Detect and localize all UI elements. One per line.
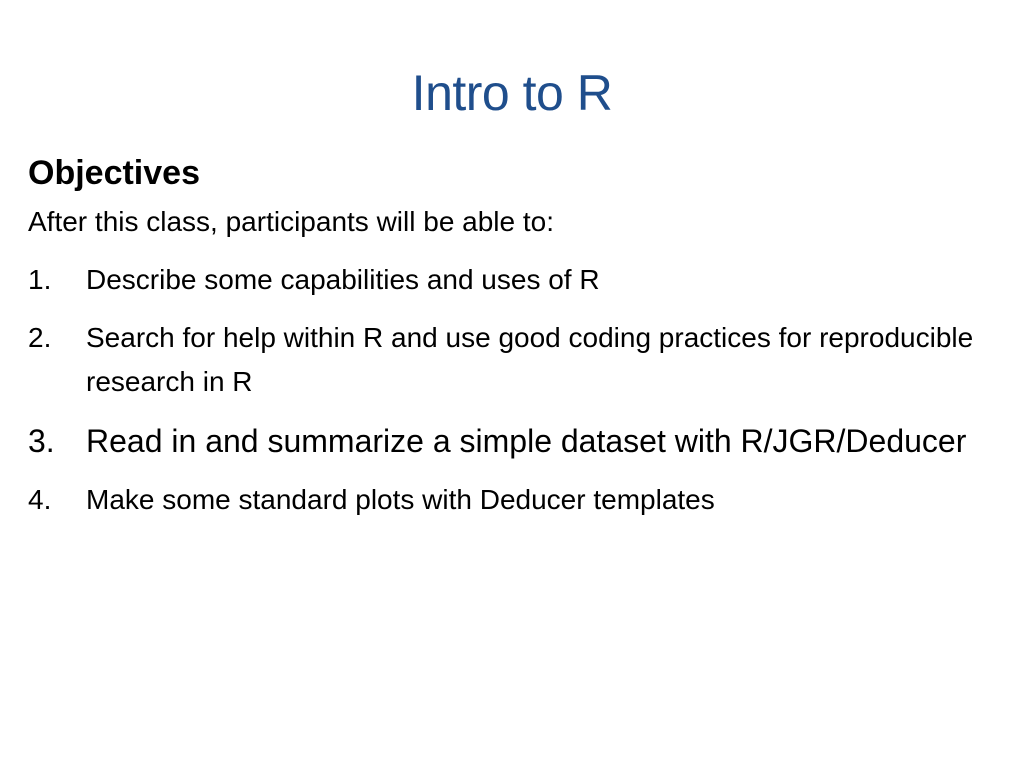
slide-content: [28, 152, 988, 536]
item-number: 3.: [28, 423, 55, 459]
objectives-heading: Objectives: [28, 154, 200, 192]
list-item: [28, 258, 988, 302]
list-item: [28, 316, 988, 404]
objectives-list: [28, 258, 988, 522]
item-number: 2.: [28, 322, 52, 353]
item-number: 1.: [28, 264, 52, 295]
intro-text: After this class, participants will be able to:: [28, 206, 555, 237]
item-number: 4.: [28, 484, 52, 515]
item-text: Read in and summarize a simple dataset with R/JGR/Deducer: [86, 423, 967, 459]
list-item: [28, 478, 988, 522]
list-item: [28, 418, 988, 464]
item-text: Make some standard plots with Deducer templates: [86, 484, 715, 515]
item-text: Describe some capabilities and uses of R: [86, 264, 600, 295]
slide-title: Intro to R: [411, 65, 613, 121]
item-text: Search for help within R and use good coding practices for reproducible research in R: [86, 322, 974, 397]
